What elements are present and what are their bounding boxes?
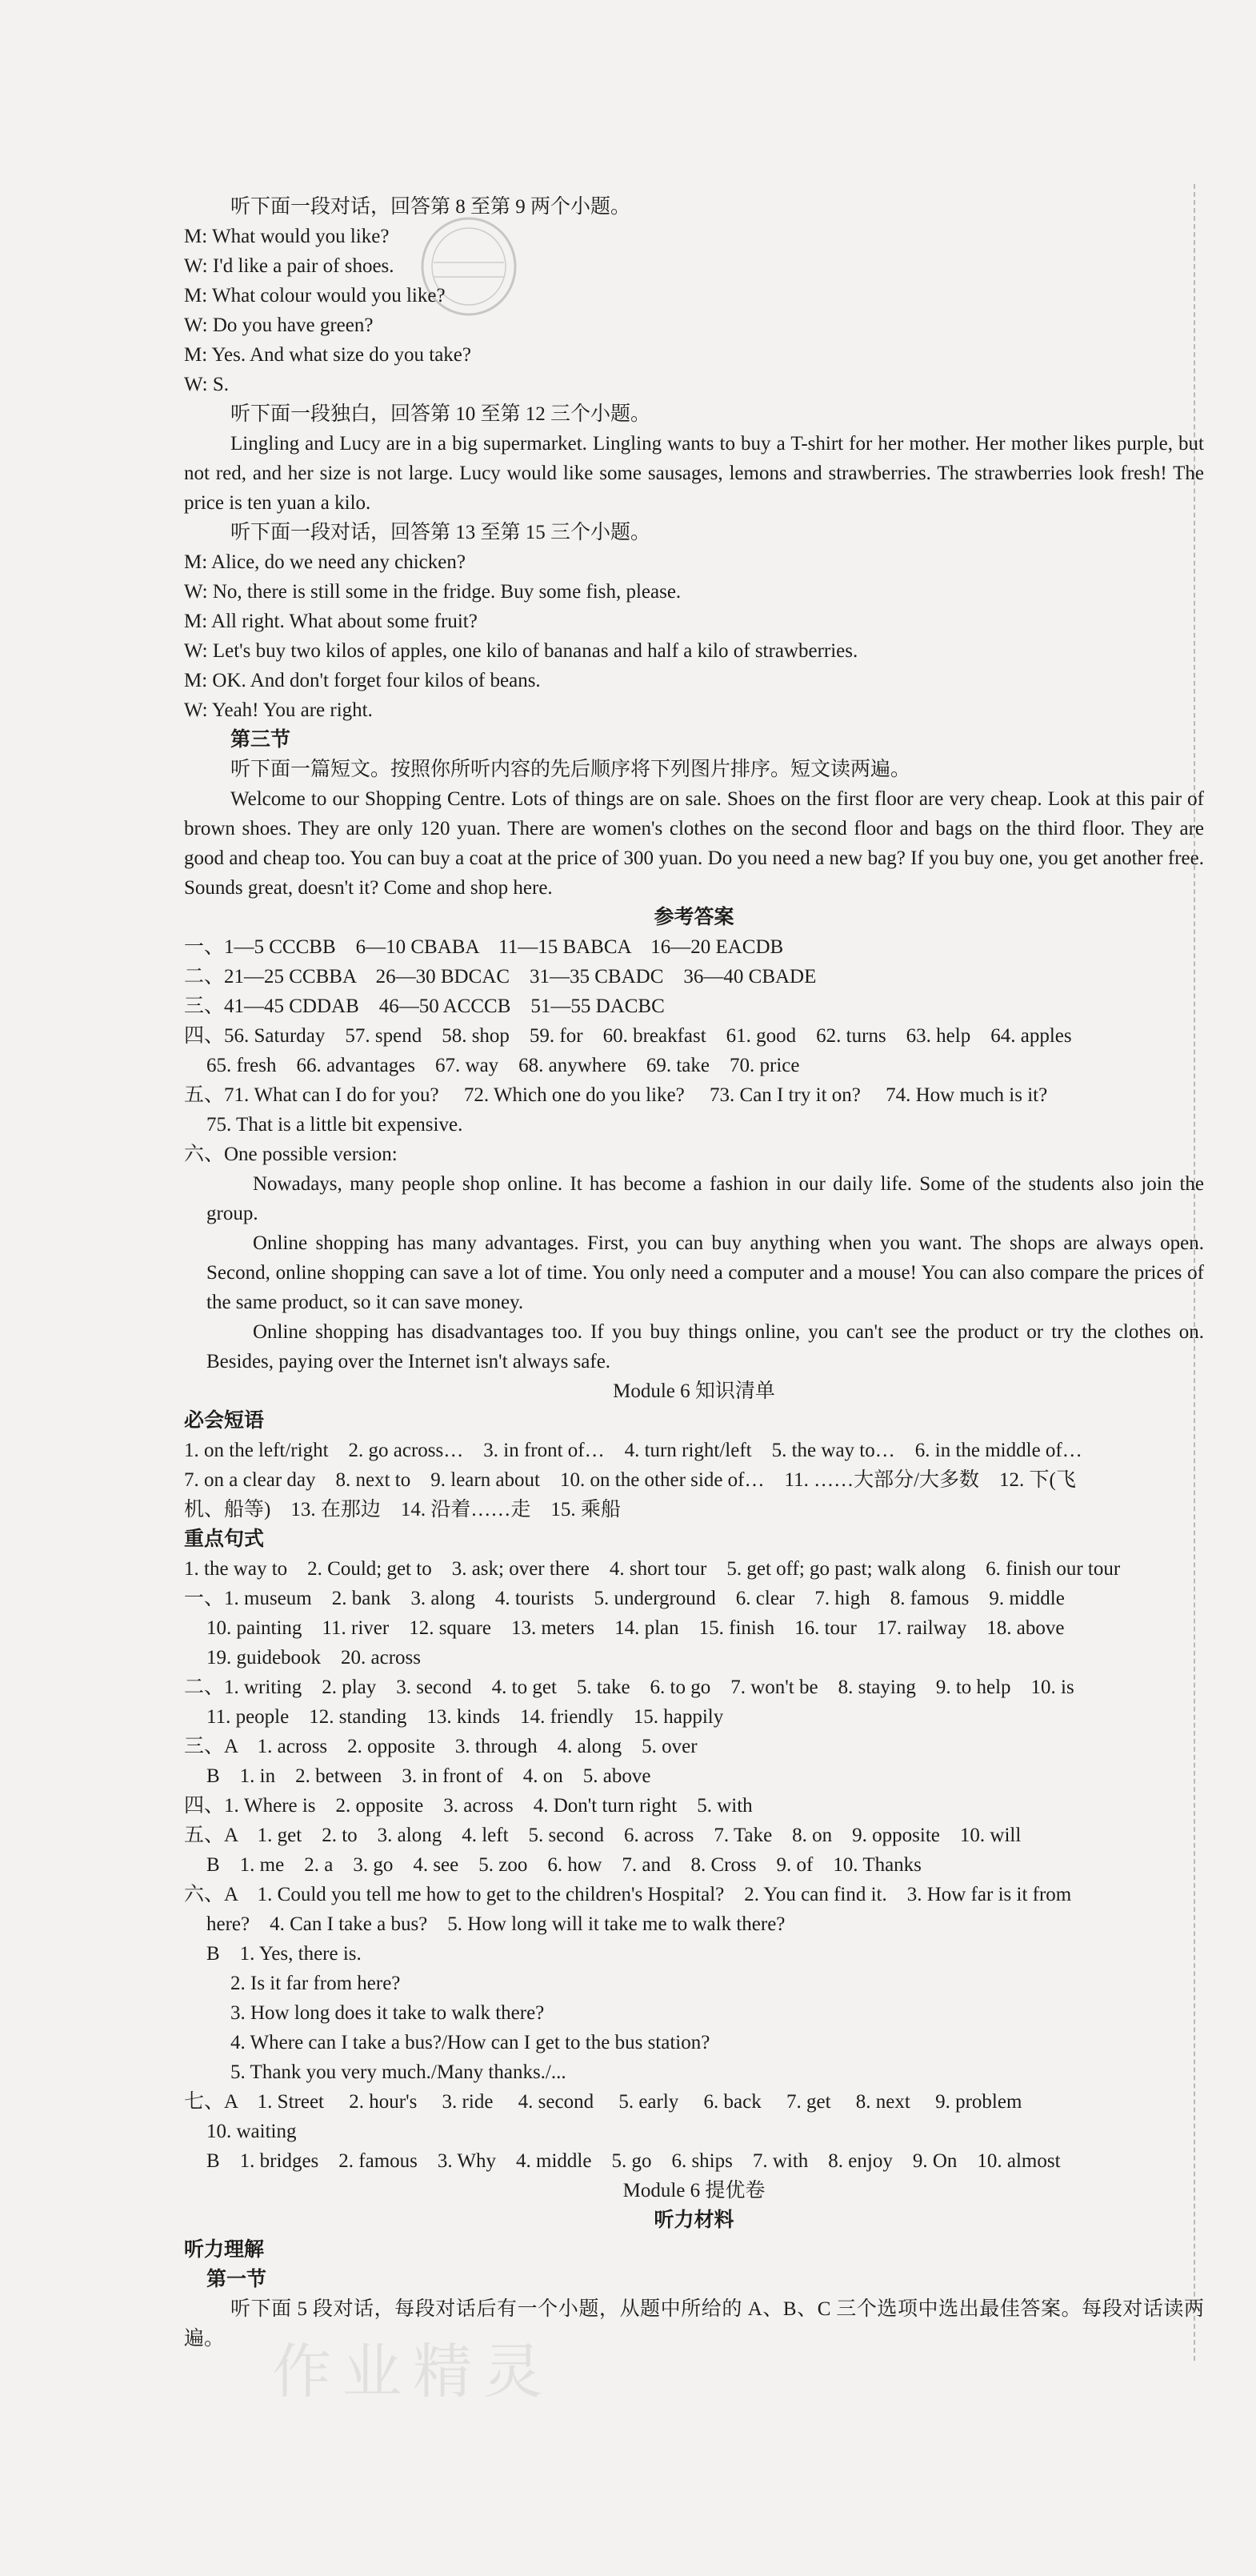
text-line: W: No, there is still some in the fridge. Buy some fish, please. [184, 581, 682, 603]
text-line: M: What colour would you like? [184, 285, 446, 306]
text-line: W: Yeah! You are right. [184, 699, 373, 721]
watermark-text: 作业精灵 [272, 2338, 554, 2406]
paragraph: 听下面 5 段对话，每段对话后有一个小题，从题中所给的 A、B、C 三个选项中选出最佳答案。每段对话读两遍。 [184, 2298, 1204, 2350]
text-line: W: Let's buy two kilos of apples, one kilo of bananas and half a kilo of strawberries. [184, 640, 858, 662]
text-line: W: I'd like a pair of shoes. [184, 255, 394, 277]
section-heading: 必会短语 [184, 1410, 265, 1432]
text-line: 11. people 12. standing 13. kinds 14. friendly 15. happily [206, 1706, 724, 1728]
section-heading: 听力材料 [654, 2209, 734, 2231]
section-heading: 第一节 [206, 2269, 267, 2290]
text-line: here? 4. Can I take a bus? 5. How long will it take me to walk there? [206, 1913, 786, 1935]
text-line: 四、56. Saturday 57. spend 58. shop 59. for 60. breakfast 61. good 62. turns 63. help 64. apples [184, 1025, 1072, 1047]
section-heading: 听力理解 [184, 2239, 265, 2261]
text-line: 一、1—5 CCCBB 6—10 CBABA 11—15 BABCA 16—20 EACDB [184, 936, 784, 958]
paragraph: Welcome to our Shopping Centre. Lots of things are on sale. Shoes on the first floor are very cheap. Look at this pair of brown shoes. They are only 120 yuan. There are women's clothes on the second floor and bags on the third floor. They are good and cheap too. You can buy a coat at the price of 300 yuan. Do you need a new bag? If you buy one, you get another free. Sounds great, doesn't it? Come and shop here. [184, 788, 1204, 899]
text-line: 二、1. writing 2. play 3. second 4. to get 5. take 6. to go 7. won't be 8. staying 9. to help 10. is [184, 1677, 1074, 1698]
section-heading: 重点句式 [184, 1528, 265, 1550]
text-line: 65. fresh 66. advantages 67. way 68. anywhere 69. take 70. price [206, 1055, 800, 1076]
text-line: M: Alice, do we need any chicken? [184, 551, 466, 573]
text-line: 10. waiting [206, 2121, 297, 2142]
text-line: 四、1. Where is 2. opposite 3. across 4. Don't turn right 5. with [184, 1795, 753, 1817]
text-line: 三、A 1. across 2. opposite 3. through 4. along 5. over [184, 1736, 698, 1757]
text-line: 二、21—25 CCBBA 26—30 BDCAC 31—35 CBADC 36—40 CBADE [184, 966, 817, 988]
text-line: M: All right. What about some fruit? [184, 611, 478, 632]
text-line: 10. painting 11. river 12. square 13. meters 14. plan 15. finish 16. tour 17. railway 18. above [206, 1617, 1065, 1639]
text-line: 5. Thank you very much./Many thanks./... [230, 2061, 566, 2083]
text-line: 4. Where can I take a bus?/How can I get to the bus station? [230, 2032, 710, 2053]
text-line: 1. the way to 2. Could; get to 3. ask; over there 4. short tour 5. get off; go past; walk along 6. finish our tour [184, 1558, 1121, 1580]
document-body [184, 192, 1204, 2354]
text-line: M: Yes. And what size do you take? [184, 344, 471, 366]
text-line: 七、A 1. Street 2. hour's 3. ride 4. second 5. early 6. back 7. get 8. next 9. problem [184, 2091, 1022, 2113]
text-line: M: What would you like? [184, 226, 390, 247]
text-line: 听下面一段对话，回答第 8 至第 9 两个小题。 [230, 196, 631, 218]
text-line: 三、41—45 CDDAB 46—50 ACCCB 51—55 DACBC [184, 996, 665, 1017]
section-heading: Module 6 提优卷 [622, 2180, 766, 2201]
text-line: B 1. me 2. a 3. go 4. see 5. zoo 6. how 7. and 8. Cross 9. of 10. Thanks [206, 1854, 922, 1876]
text-line: 五、71. What can I do for you? 72. Which one do you like? 73. Can I try it on? 74. How much is it? [184, 1084, 1048, 1106]
text-line: B 1. Yes, there is. [206, 1943, 362, 1965]
text-line: 3. How long does it take to walk there? [230, 2002, 545, 2024]
text-line: W: Do you have green? [184, 314, 374, 336]
text-line: 2. Is it far from here? [230, 1973, 401, 1994]
text-line: 7. on a clear day 8. next to 9. learn about 10. on the other side of… 11. ……大部分/大多数 12. 下(飞 [184, 1469, 1076, 1491]
text-line: 1. on the left/right 2. go across… 3. in front of… 4. turn right/left 5. the way to… 6. in the middle of… [184, 1440, 1082, 1461]
text-line: 75. That is a little bit expensive. [206, 1114, 463, 1136]
section-heading: 参考答案 [654, 907, 734, 928]
section-heading: 第三节 [230, 729, 291, 751]
text-line: W: S. [184, 374, 230, 395]
text-line: 五、A 1. get 2. to 3. along 4. left 5. second 6. across 7. Take 8. on 9. opposite 10. will [184, 1825, 1022, 1846]
text-line: 听下面一段独白，回答第 10 至第 12 三个小题。 [230, 403, 651, 425]
paragraph: Nowadays, many people shop online. It has become a fashion in our daily life. Some of the students also join the group. [206, 1173, 1204, 1224]
text-line: 听下面一段对话，回答第 13 至第 15 三个小题。 [230, 522, 651, 543]
section-heading: Module 6 知识清单 [613, 1380, 775, 1402]
text-line: 六、One possible version: [184, 1144, 398, 1165]
paragraph: Online shopping has disadvantages too. If you buy things online, you can't see the product or try the clothes on. Besides, paying over the Internet isn't always safe. [206, 1321, 1204, 1372]
text-line: 机、船等) 13. 在那边 14. 沿着……走 15. 乘船 [184, 1499, 621, 1520]
text-line: 六、A 1. Could you tell me how to get to the children's Hospital? 2. You can find it. 3. How far is it from [184, 1884, 1072, 1905]
paragraph: Lingling and Lucy are in a big supermarket. Lingling wants to buy a T-shirt for her mother. Her mother likes purple, but not red, and her size is not large. Lucy would like some sausages, lemons and strawberries. The strawberries look fresh! The price is ten yuan a kilo. [184, 433, 1204, 514]
text-line: 听下面一篇短文。按照你所听内容的先后顺序将下列图片排序。短文读两遍。 [230, 759, 911, 780]
paragraph: Online shopping has many advantages. First, you can buy anything when you want. The shops are always open. Second, online shopping can save a lot of time. You only need a computer and a mouse! You can also compare the prices of the same product, so it can save money. [206, 1232, 1204, 1313]
text-line: B 1. bridges 2. famous 3. Why 4. middle 5. go 6. ships 7. with 8. enjoy 9. On 10. almost [206, 2150, 1061, 2172]
text-line: B 1. in 2. between 3. in front of 4. on 5. above [206, 1765, 651, 1787]
text-line: 一、1. museum 2. bank 3. along 4. tourists 5. underground 6. clear 7. high 8. famous 9. middle [184, 1588, 1065, 1609]
text-line: M: OK. And don't forget four kilos of beans. [184, 670, 541, 691]
text-line: 19. guidebook 20. across [206, 1647, 422, 1669]
